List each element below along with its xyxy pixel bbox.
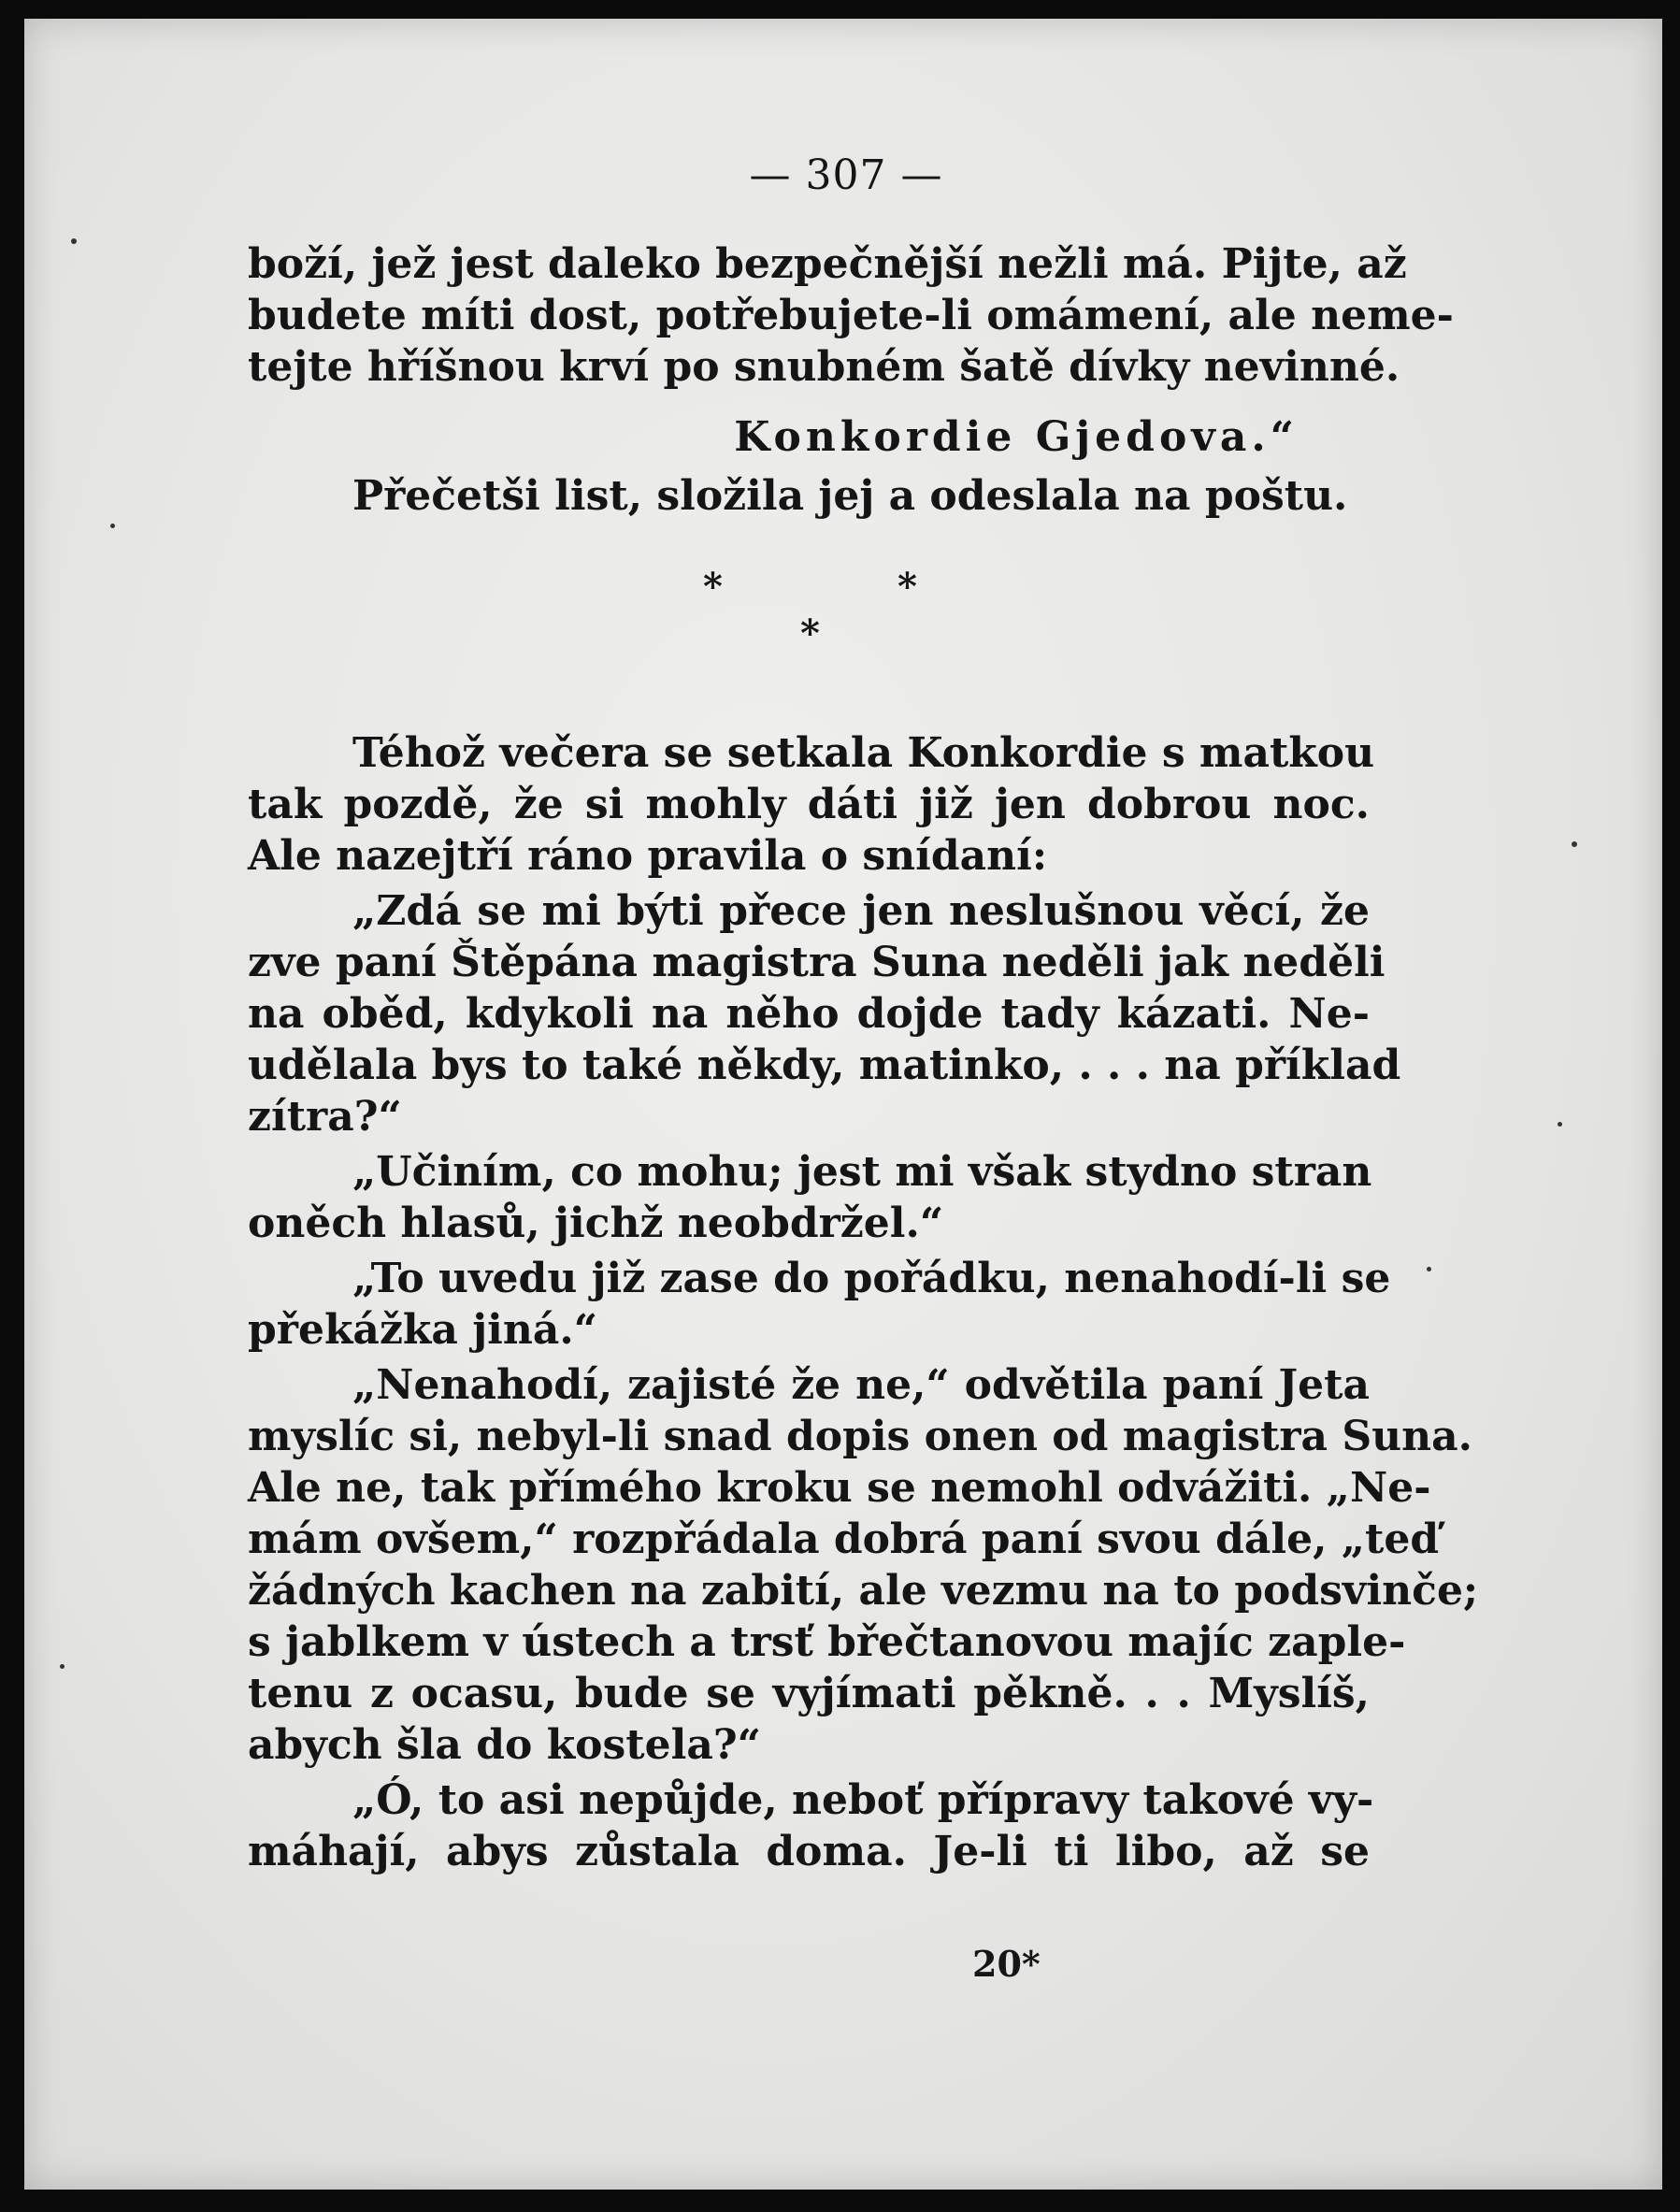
text-line: žádných kachen na zabití, ale vezmu na to podsvinče; [248,1567,1479,1615]
paper-speck [1572,841,1577,847]
text-line: tenu z ocasu, bude se vyjímati pěkně. . . Myslíš, [248,1670,1370,1717]
paragraph [248,885,1401,1142]
text-line: překážka jiná.“ [248,1306,597,1354]
text-line: budete míti dost, potřebujete-li omámení, ale neme- [248,292,1454,339]
asterisk-mark: * [800,611,820,655]
paragraph [248,1253,1391,1356]
paragraph [248,1359,1479,1771]
text-line: abych šla do kostela?“ [248,1721,761,1769]
paragraph [248,1146,1370,1249]
text-line: zítra?“ [248,1093,402,1141]
paper-speck [1558,1122,1562,1127]
text-line: „Učiním, co mohu; jest mi však stydno stran [352,1148,1372,1196]
text-line: zve paní Štěpána magistra Suna neděli jak neděli [248,939,1386,986]
text-line: Ale ne, tak přímého kroku se nemohl odvážiti. „Ne- [248,1464,1431,1512]
text-line: „To uvedu již zase do pořádku, nenahodí-li se [352,1255,1391,1302]
paper-speck [1427,1267,1431,1271]
page-body [248,150,1479,1877]
text-line: mám ovšem,“ rozpřádala dobrá paní svou dále, „teď [248,1515,1440,1563]
text-line: máhají, abys zůstala doma. Je-li ti libo, až se [248,1828,1370,1875]
text-line: „Zdá se mi býti přece jen neslušnou věcí, že [352,887,1370,935]
text-line: boží, jež jest daleko bezpečnější nežli má. Pijte, až [248,240,1407,288]
signature-mark: 20* [972,1943,1041,1985]
text-line: Ale nazejtří ráno pravila o snídaní: [248,832,1048,880]
paper-speck [60,1664,65,1669]
page-number: — 307 — [749,151,943,199]
text-line: „Nenahodí, zajisté že ne,“ odvětila paní Jeta [352,1361,1370,1409]
paper-speck [71,238,77,244]
asterisk-mark: * [897,565,917,609]
text-line: udělala bys to také někdy, matinko, . . . na příklad [248,1041,1401,1089]
text-line: oněch hlasů, jichž neobdržel.“ [248,1199,944,1247]
letter-signature: Konkordie Gjedova.“ [734,413,1299,461]
text-line: „Ó, to asi nepůjde, neboť přípravy takové vy- [352,1776,1374,1824]
asterisk-mark: * [703,565,723,609]
narrative-line: Přečetši list, složila jej a odeslala na poštu. [352,472,1348,520]
text-line: Téhož večera se setkala Konkordie s matkou [352,729,1375,777]
letter-closing [248,238,1454,393]
paragraph [248,727,1375,882]
text-line: tak pozdě, že si mohly dáti již jen dobrou noc. [248,781,1370,828]
text-line: na oběd, kdykoli na něho dojde tady kázati. Ne- [248,990,1370,1038]
text-line: tejte hříšnou krví po snubném šatě dívky nevinné. [248,343,1400,391]
text-line: s jablkem v ústech a trsť břečtanovou majíc zaple- [248,1618,1406,1666]
paragraph [248,1774,1374,1877]
text-line: myslíc si, nebyl-li snad dopis onen od magistra Suna. [248,1413,1472,1460]
paper-speck [110,524,115,528]
section-break [248,540,1370,699]
